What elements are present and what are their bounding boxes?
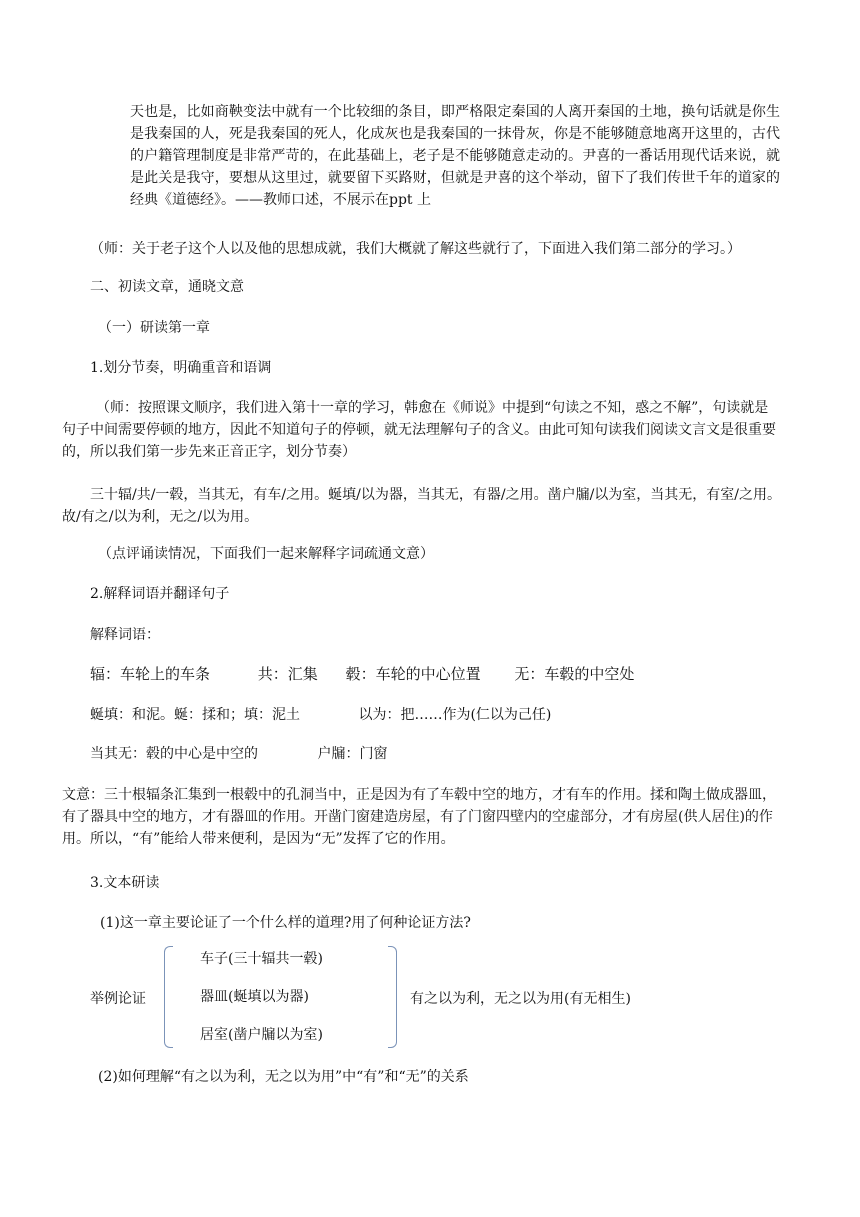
glossary-label: 解释词语：: [90, 627, 160, 643]
glossary-row-2: [90, 704, 551, 726]
gloss-term: 毂：车轮的中心位置: [345, 665, 481, 683]
subsection-1-title: （一）研读第一章: [98, 320, 210, 336]
quote-block: 天也是，比如商鞅变法中就有一个比较细的条目，即严格限定秦国的人离开秦国的土地，换句话就是你生是我秦国的人，死是我秦国的死人，化成灰也是我秦国的一抹骨灰，你是不能够随意地离开这里的，古代的户籍管理制度是非常严苛的，在此基础上，老子是不能够随意走动的。尹喜的一番话用现代话来说，就是此关是我守，要想从这里过，就要留下买路财，但就是尹喜的这个举动，留下了我们传世千年的道家的经典《道德经》。——教师口述，不展示在ppt 上: [130, 104, 780, 208]
item-2-title: 2.解释词语并翻译句子: [90, 586, 230, 602]
glossary-row-3: [90, 743, 387, 765]
gloss-term: 无：车毂的中空处: [514, 665, 635, 683]
teacher-note-2: （师：按照课文顺序，我们进入第十一章的学习，韩愈在《师说》中提到“句读之不知，惑之不解”，句读就是句子中间需要停顿的地方，因此不知道句子的停顿，就无法理解句子的含义。由此可知句读我们阅读文言文是很重要的，所以我们第一步先来正音正字，划分节奏）: [62, 400, 776, 460]
rhythm-text: 三十辐/共/一毂，当其无，有车/之用。蜒填/以为器，当其无，有器/之用。凿户牖/以为室，当其无，有室/之用。故/有之/以为利，无之/以为用。: [62, 487, 782, 525]
question-2: (2)如何理解“有之以为利，无之以为用”中“有”和“无”的关系: [98, 1069, 469, 1085]
meaning-text: 文意：三十根辐条汇集到一根毂中的孔洞当中，正是因为有了车毂中空的地方，才有车的作用。揉和陶土做成器皿，有了器具中空的地方，才有器皿的作用。开凿门窗建造房屋，有了门窗四壁内的空虚部分，才有房屋(供人居住)的作用。所以，“有”能给人带来便利，是因为“无”发挥了它的作用。: [62, 787, 776, 847]
gloss-term: 当其无：毂的中心是中空的: [90, 746, 258, 762]
teacher-note-1: （师：关于老子这个人以及他的思想成就，我们大概就了解这些就行了，下面进入我们第二部分的学习。）: [90, 241, 741, 257]
argument-example: 器皿(蜒填以为器): [200, 989, 309, 1005]
glossary-row-1: [90, 663, 634, 685]
item-3-title: 3.文本研读: [90, 875, 160, 891]
gloss-term: 共：汇集: [257, 665, 318, 683]
item-1-title: 1.划分节奏，明确重音和语调: [90, 360, 272, 376]
gloss-term: 户牖：门窗: [317, 746, 388, 762]
gloss-term: 辐：车轮上的车条: [90, 665, 211, 683]
teacher-note-3: （点评诵读情况，下面我们一起来解释字词疏通文意）: [98, 546, 434, 562]
gloss-term: 蜒填：和泥。蜒：揉和；填：泥土: [90, 707, 300, 723]
gloss-term: 以为：把……作为(仁以为己任): [358, 707, 552, 723]
argument-label: 举例论证: [90, 991, 146, 1007]
argument-example: 居室(凿户牖以为室): [200, 1027, 323, 1043]
question-1: (1)这一章主要论证了一个什么样的道理?用了何种论证方法?: [100, 915, 471, 931]
section-2-title: 二、初读文章，通晓文意: [90, 279, 244, 295]
argument-example: 车子(三十辐共一毂): [200, 951, 323, 967]
left-brace: [164, 946, 173, 1048]
right-brace: [388, 946, 397, 1048]
argument-conclusion: 有之以为利，无之以为用(有无相生): [410, 991, 631, 1007]
